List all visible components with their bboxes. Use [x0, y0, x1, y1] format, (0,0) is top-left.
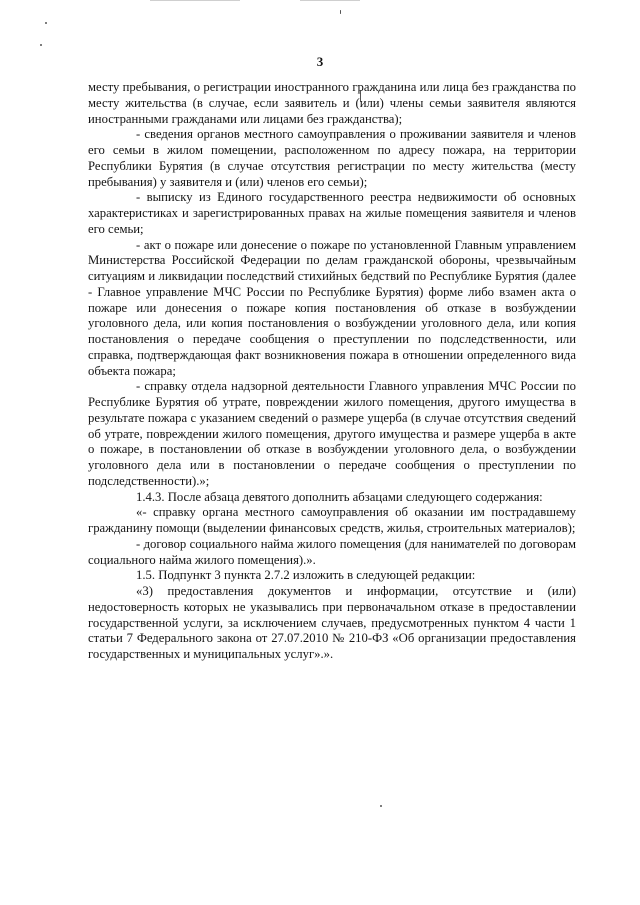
scan-speck [45, 22, 47, 24]
scan-speck [40, 44, 42, 46]
page-number: 3 [316, 54, 324, 69]
paragraph-social-lease: - договор социального найма жилого помещения (для нанимателей по договорам социального найма жилого помещения).». [88, 536, 576, 567]
scan-speck [340, 10, 341, 14]
document-body [88, 80, 576, 663]
paragraph-local-authority-info: - сведения органов местного самоуправления о проживании заявителя и членов его семьи в жилом помещении, расположенном по адресу пожара, на территории Республики Бурятия (в случае отсутствия регистрации по месту жительства (месту пребывания) у заявителя и (или) членов его семьи); [88, 127, 576, 189]
paragraph-clause-1-4-3: 1.4.3. После абзаца девятого дополнить абзацами следующего содержания: [136, 489, 543, 504]
paragraph-registry-extract: - выписку из Единого государственного реестра недвижимости об основных характеристиках и зарегистрированных правах на жилые помещения заявителя и членов его семьи; [88, 190, 576, 236]
paragraph-clause-1-5: 1.5. Подпункт 3 пункта 2.7.2 изложить в следующей редакции: [136, 568, 476, 583]
paragraph-subpoint-3: «3) предоставления документов и информации, отсутствие и (или) недостоверность которых не указывались при первоначальном отказе в предоставлении государственной услуги, за исключением случаев, предусмотренных пунктом 4 части 1 статьи 7 Федерального закона от 27.07.2010 № 210-ФЗ «Об организации предоставления государственных и муниципальных услуг».». [88, 584, 576, 661]
scan-speck [380, 805, 382, 807]
scan-edge-line [300, 0, 360, 1]
paragraph-supervision-certificate: - справку отдела надзорной деятельности Главного управления МЧС России по Республике Бурятия об утрате, повреждении жилого помещения, другого имущества в результате пожара с указанием сведений о размере ущерба (в случае отсутствия сведений об утрате, повреждении жилого помещения, другого имущества и размере ущерба в акте о пожаре, в постановлении об отказе в возбуждении уголовного дела, о возбуждении уголовного дела или в постановлении о передаче сообщения о преступлении по подследственности).»; [88, 379, 576, 488]
paragraph-continuation: месту пребывания, о регистрации иностранного гражданина или лица без гражданства по месту жительства (в случае, если заявитель и (или) члены семьи заявителя являются иностранными гражданами или лицами без гражданства); [88, 80, 576, 126]
scan-edge-line [150, 0, 240, 1]
paragraph-aid-certificate: «- справку органа местного самоуправления об оказании им пострадавшему гражданину помощи (выделении финансовых средств, жилья, строительных материалов); [88, 505, 576, 535]
paragraph-fire-report: - акт о пожаре или донесение о пожаре по установленной Главным управлением Министерства Российской Федерации по делам гражданской обороны, чрезвычайным ситуациям и ликвидации последствий стихийных бедствий по Республике Бурятия (далее - Главное управление МЧС России по Республике Бурятия) форме либо взамен акта о пожаре или донесения о пожаре копия постановления об отказе в возбуждении уголовного дела, или копия постановления о возбуждении уголовного дела, или копия постановления о передаче сообщения о преступлении по подследственности, или справка, подтверждающая факт возникновения пожара в отношении определенного вида объекта пожара; [88, 237, 576, 378]
